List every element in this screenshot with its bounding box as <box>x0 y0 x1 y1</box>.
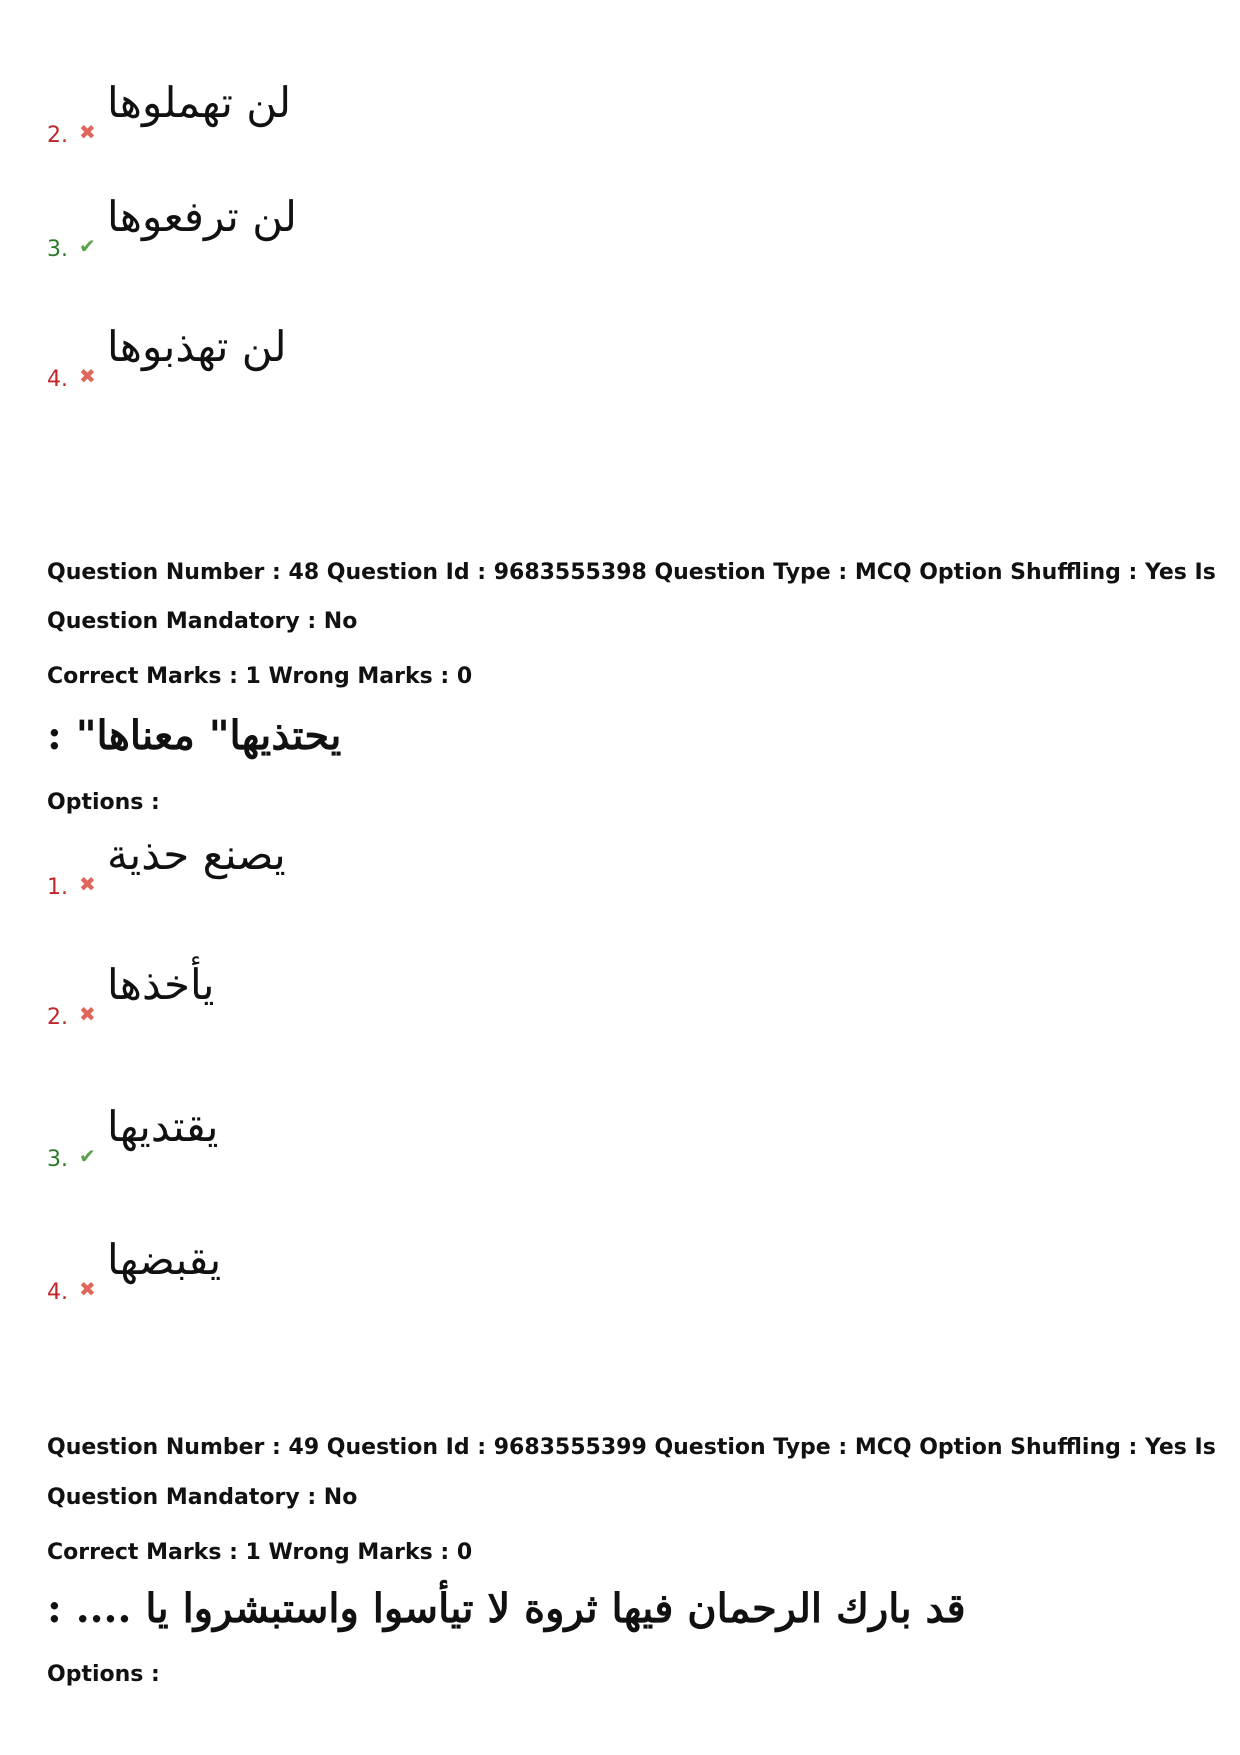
cross-icon: ✖ <box>79 1277 96 1301</box>
cross-icon: ✖ <box>79 364 96 388</box>
options-label: Options : <box>47 790 160 815</box>
option-number: 4. <box>47 367 68 392</box>
check-icon: ✔ <box>79 234 96 258</box>
option-number: 3. <box>47 237 68 262</box>
question-stem: : .... قد بارك الرحمان فيها ثروة لا تيأسوا واستبشروا يا <box>47 1585 966 1632</box>
option-number: 3. <box>47 1147 68 1172</box>
option-row <box>47 192 647 262</box>
option-row <box>47 1102 647 1172</box>
option-text: يصنع حذية <box>107 830 286 879</box>
cross-icon: ✖ <box>79 120 96 144</box>
options-label: Options : <box>47 1662 160 1687</box>
question-stem: : "يحتذيها" معناها <box>47 712 342 759</box>
question-marks: Correct Marks : 1 Wrong Marks : 0 <box>47 664 473 689</box>
option-number: 2. <box>47 1005 68 1030</box>
option-text: يقتديها <box>107 1102 219 1151</box>
option-row <box>47 78 647 148</box>
question-meta-line1: Question Number : 49 Question Id : 9683555399 Question Type : MCQ Option Shuffling : Yes Is <box>47 1435 1216 1460</box>
option-text: لن ترفعوها <box>107 192 297 241</box>
option-number: 2. <box>47 123 68 148</box>
check-icon: ✔ <box>79 1144 96 1168</box>
option-row <box>47 1235 647 1305</box>
option-number: 1. <box>47 875 68 900</box>
option-row <box>47 960 647 1030</box>
option-text: يأخذها <box>107 960 215 1009</box>
question-marks: Correct Marks : 1 Wrong Marks : 0 <box>47 1540 473 1565</box>
option-row <box>47 322 647 392</box>
question-meta-line1: Question Number : 48 Question Id : 9683555398 Question Type : MCQ Option Shuffling : Yes Is <box>47 560 1216 585</box>
question-meta-line2: Question Mandatory : No <box>47 609 358 634</box>
cross-icon: ✖ <box>79 1002 96 1026</box>
option-text: لن تهذبوها <box>107 322 287 371</box>
option-number: 4. <box>47 1280 68 1305</box>
option-text: يقبضها <box>107 1235 222 1284</box>
option-row <box>47 830 647 900</box>
cross-icon: ✖ <box>79 872 96 896</box>
option-text: لن تهملوها <box>107 78 291 127</box>
question-meta-line2: Question Mandatory : No <box>47 1485 358 1510</box>
